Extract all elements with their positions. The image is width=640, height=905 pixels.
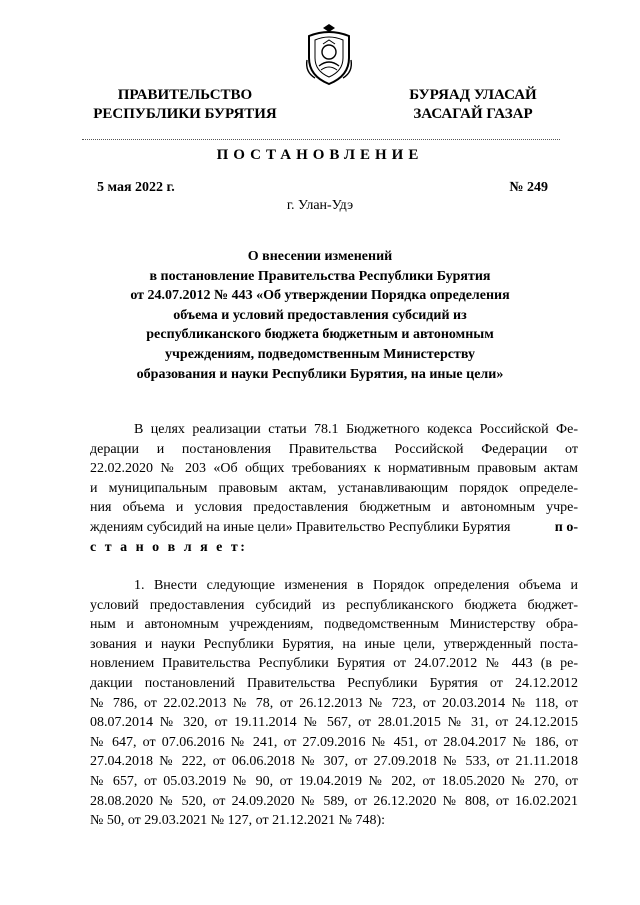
title-line: учреждениям, подведомственным Министерству (165, 346, 475, 362)
decree-word-end: с т а н о в л я е т: (90, 539, 248, 555)
org-bua-line1: БУРЯАД УЛАСАЙ (409, 87, 537, 103)
title-line: республиканского бюджета бюджетным и автономным (146, 327, 494, 343)
coat-of-arms-icon (301, 22, 357, 86)
paragraph-line: ния объема и условия предоставления бюджетным и автономным учре- (90, 500, 578, 516)
paragraph-line: 08.07.2014 № 320, от 19.11.2014 № 567, от 28.01.2015 № 31, от 24.12.2015 (90, 715, 578, 731)
paragraph-line: новлением Правительства Республики Бурятия от 24.07.2012 № 443 (в ре- (90, 656, 578, 672)
header-divider (82, 139, 560, 140)
paragraph-line-with-decree (90, 518, 578, 538)
title-line: О внесении изменений (247, 249, 393, 264)
paragraph-line: и муниципальным правовым актам, устанавливающим порядок определе- (90, 480, 578, 496)
title-line: образования и науки Республики Бурятия, на иные цели» (136, 366, 504, 382)
org-bua-line2: ЗАСАГАЙ ГАЗАР (413, 106, 533, 122)
government-name-buryat (388, 86, 558, 124)
paragraph-line: условий предоставления субсидий из республиканского бюджета бюджет- (90, 597, 578, 613)
document-city: г. Улан-Удэ (286, 198, 354, 213)
paragraph-line: 22.02.2020 № 203 «Об общих требованиях к нормативным правовым актам (90, 461, 578, 477)
title-line: от 24.07.2012 № 443 «Об утверждении Порядка определения (130, 288, 510, 304)
paragraph-line: № 657, от 05.03.2019 № 90, от 19.04.2019 № 202, от 18.05.2020 № 270, от (90, 773, 578, 789)
decree-word-start: п о- (554, 519, 578, 535)
preamble-paragraph (90, 420, 578, 557)
government-name-russian (75, 86, 295, 124)
paragraph-line: зования и науки Республики Бурятия, на иные цели, утвержденный поста- (90, 636, 578, 652)
paragraph-line-text: ждениям субсидий на иные цели» Правительство Республики Бурятия (90, 519, 511, 535)
document-number: № 249 (509, 180, 548, 195)
title-line: в постановление Правительства Республики Бурятия (149, 268, 491, 284)
document-date: 5 мая 2022 г. (97, 180, 175, 195)
org-ru-line2: РЕСПУБЛИКИ БУРЯТИЯ (93, 106, 277, 122)
paragraph-line: дакции постановлений Правительства Республики Бурятия от 24.12.2012 (90, 675, 578, 691)
paragraph-line: 27.04.2018 № 222, от 06.06.2018 № 307, от 27.09.2018 № 533, от 21.11.2018 (90, 754, 578, 770)
paragraph-line: дерации и постановления Правительства Российской Федерации от (90, 441, 578, 457)
paragraph-line: 28.08.2020 № 520, от 24.09.2020 № 589, от 26.12.2020 № 808, от 16.02.2021 (90, 793, 578, 809)
document-title (90, 247, 550, 384)
paragraph-line: № 50, от 29.03.2021 № 127, от 21.12.2021 № 748): (90, 813, 385, 829)
document-type: ПОСТАНОВЛЕНИЕ (216, 147, 424, 163)
paragraph-line: В целях реализации статьи 78.1 Бюджетного кодекса Российской Фе- (134, 422, 578, 437)
paragraph-line: ным и автономным учреждениям, подведомственным Министерству обра- (90, 617, 578, 633)
org-ru-line1: ПРАВИТЕЛЬСТВО (117, 87, 253, 103)
paragraph-line: 1. Внести следующие изменения в Порядок определения объема и (134, 578, 578, 593)
title-line: объема и условий предоставления субсидий из (173, 307, 467, 323)
paragraph-line: № 786, от 22.02.2013 № 78, от 26.12.2013 № 723, от 20.03.2014 № 118, от (90, 695, 578, 711)
paragraph-line: № 647, от 07.06.2016 № 241, от 27.09.2016 № 451, от 28.04.2017 № 186, от (90, 734, 578, 750)
item-1-paragraph (90, 576, 578, 831)
